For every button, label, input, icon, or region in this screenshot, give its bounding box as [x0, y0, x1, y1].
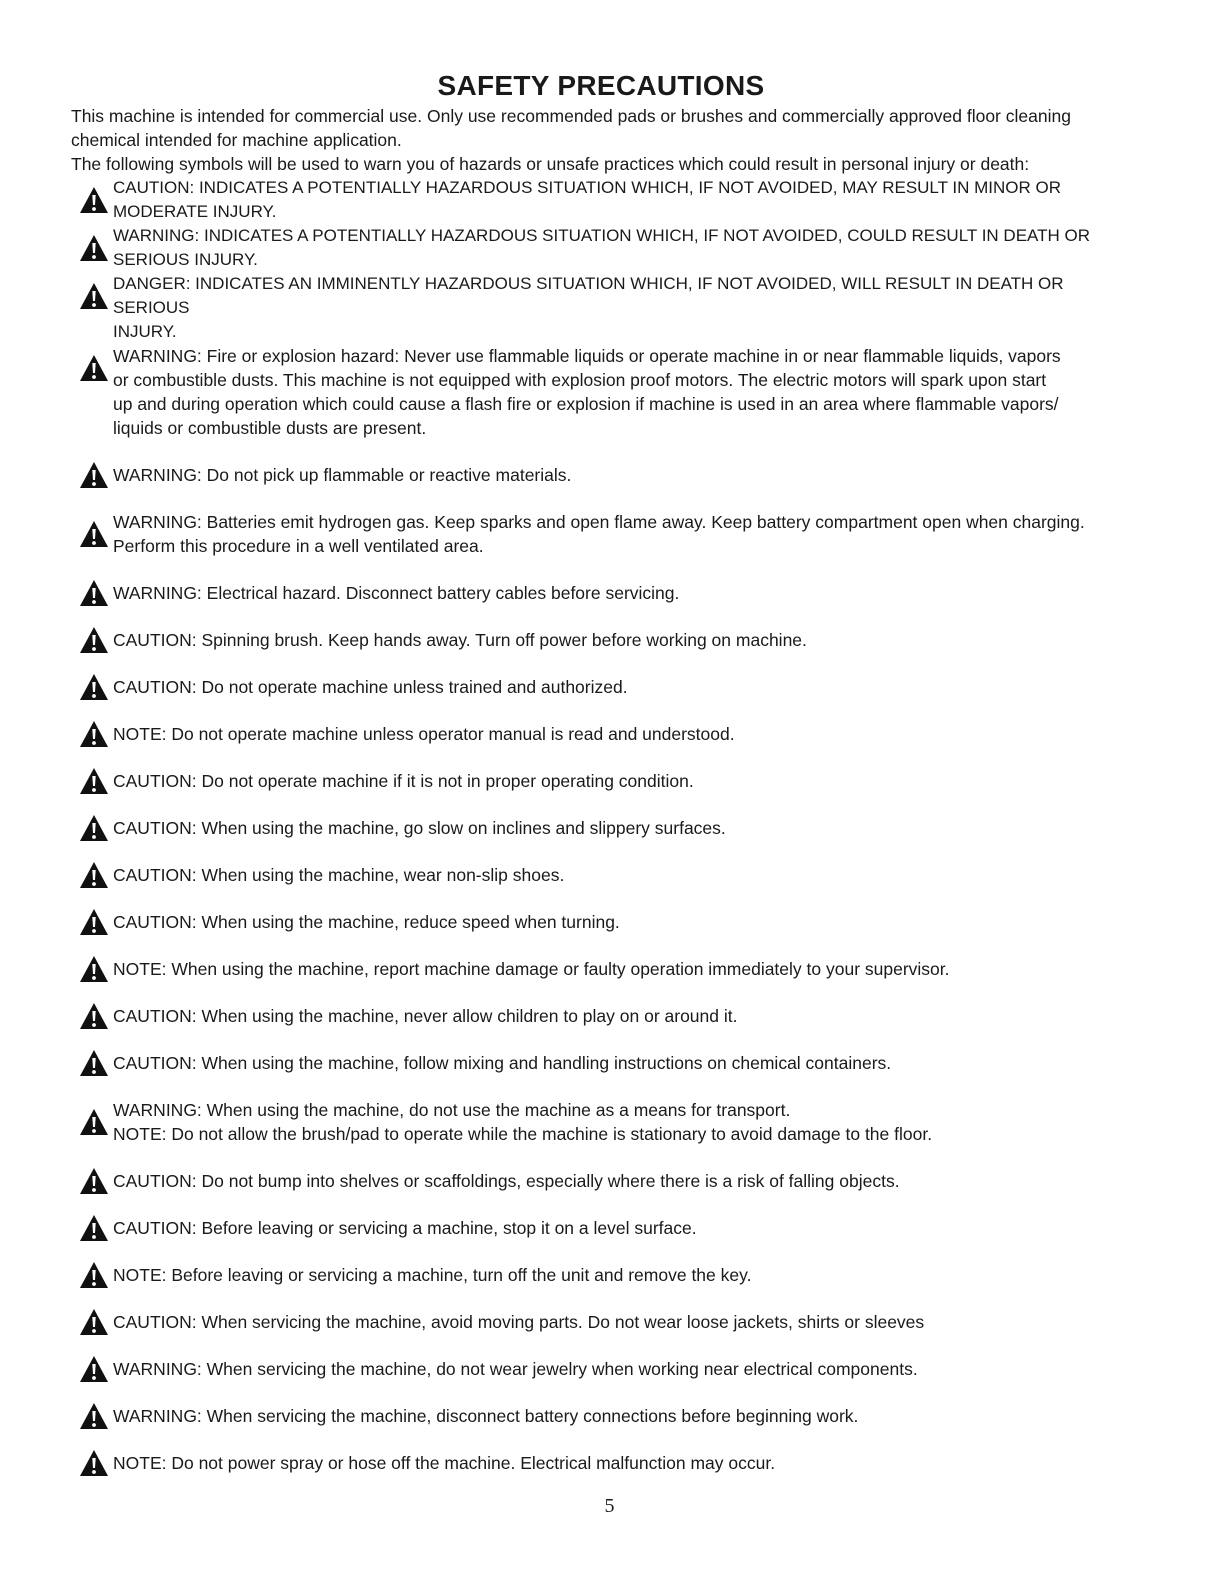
warning-triangle-icon — [79, 769, 113, 793]
warning-line: CAUTION: When using the machine, never allow children to play on or around it. — [113, 1006, 738, 1026]
warning-triangle-icon — [79, 863, 113, 887]
warning-line: WARNING: Fire or explosion hazard: Never use flammable liquids or operate machine in or near flammable liquids, vapors — [113, 346, 1061, 366]
warning-list — [71, 176, 1131, 1475]
warning-item — [79, 1310, 1131, 1334]
warning-line: MODERATE INJURY. — [113, 202, 277, 221]
warning-line: CAUTION: Spinning brush. Keep hands away. Turn off power before working on machine. — [113, 630, 807, 650]
warning-triangle-icon — [79, 1263, 113, 1287]
warning-line: NOTE: Do not operate machine unless operator manual is read and understood. — [113, 724, 735, 744]
warning-line: NOTE: Do not allow the brush/pad to operate while the machine is stationary to avoid damage to the floor. — [113, 1124, 933, 1144]
warning-triangle-icon — [79, 816, 113, 840]
warning-triangle-icon — [79, 1451, 113, 1475]
warning-triangle-icon — [79, 224, 113, 272]
warning-line: CAUTION: INDICATES A POTENTIALLY HAZARDOUS SITUATION WHICH, IF NOT AVOIDED, MAY RESULT IN MINOR OR — [113, 178, 1062, 197]
warning-triangle-icon — [79, 176, 113, 224]
warning-item — [79, 510, 1131, 558]
warning-text — [113, 176, 1131, 224]
warning-line: CAUTION: Before leaving or servicing a machine, stop it on a level surface. — [113, 1218, 697, 1238]
warning-line: WARNING: INDICATES A POTENTIALLY HAZARDOUS SITUATION WHICH, IF NOT AVOIDED, COULD RESULT IN DEATH OR — [113, 226, 1090, 245]
warning-item — [79, 1216, 1131, 1240]
warning-triangle-icon — [79, 1004, 113, 1028]
warning-line: WARNING: Electrical hazard. Disconnect battery cables before servicing. — [113, 583, 680, 603]
warning-line: WARNING: Batteries emit hydrogen gas. Keep sparks and open flame away. Keep battery compartment open when charging. — [113, 512, 1085, 532]
warning-line: up and during operation which could cause a flash fire or explosion if machine is used in an area where flammable vapors/ — [113, 394, 1059, 414]
warning-line: NOTE: When using the machine, report machine damage or faulty operation immediately to your supervisor. — [113, 959, 950, 979]
warning-text — [113, 863, 1131, 887]
warning-triangle-icon — [79, 1357, 113, 1381]
warning-text — [113, 1404, 1131, 1428]
warning-text — [113, 769, 1131, 793]
warning-item — [79, 581, 1131, 605]
warning-triangle-icon — [79, 344, 113, 392]
warning-line: CAUTION: Do not operate machine unless trained and authorized. — [113, 677, 628, 697]
warning-triangle-icon — [79, 1051, 113, 1075]
warning-item — [79, 1098, 1131, 1146]
warning-item — [79, 910, 1131, 934]
warning-item — [79, 1263, 1131, 1287]
warning-line: WARNING: When servicing the machine, disconnect battery connections before beginning work. — [113, 1406, 859, 1426]
warning-triangle-icon — [79, 1169, 113, 1193]
warning-triangle-icon — [79, 957, 113, 981]
intro-paragraph: This machine is intended for commercial use. Only use recommended pads or brushes and commercially approved floor cleaning chemical intended for machine application. — [71, 106, 1071, 150]
warning-text — [113, 272, 1131, 344]
warning-text — [113, 910, 1131, 934]
warning-line: CAUTION: Do not operate machine if it is not in proper operating condition. — [113, 771, 694, 791]
warning-line: WARNING: When servicing the machine, do not wear jewelry when working near electrical components. — [113, 1359, 918, 1379]
warning-item — [79, 628, 1131, 652]
warning-item — [79, 272, 1131, 344]
warning-text — [113, 722, 1131, 746]
warning-text — [113, 1216, 1131, 1240]
warning-triangle-icon — [79, 272, 113, 320]
warning-text — [113, 675, 1131, 699]
warning-triangle-icon — [79, 1098, 113, 1146]
warning-line: INJURY. — [113, 322, 177, 341]
warning-text — [113, 628, 1131, 652]
warning-triangle-icon — [79, 722, 113, 746]
warning-item — [79, 675, 1131, 699]
warning-line: CAUTION: When using the machine, wear non-slip shoes. — [113, 865, 565, 885]
warning-line: WARNING: When using the machine, do not use the machine as a means for transport. — [113, 1100, 791, 1120]
warning-line: CAUTION: When servicing the machine, avoid moving parts. Do not wear loose jackets, shirts or sleeves — [113, 1312, 925, 1332]
warning-triangle-icon — [79, 910, 113, 934]
warning-item — [79, 1451, 1131, 1475]
warning-item — [79, 1004, 1131, 1028]
warning-item — [79, 176, 1131, 224]
warning-line: or combustible dusts. This machine is not equipped with explosion proof motors. The electric motors will spark upon start — [113, 370, 1047, 390]
warning-item — [79, 863, 1131, 887]
warning-item — [79, 1169, 1131, 1193]
warning-text — [113, 1263, 1131, 1287]
warning-triangle-icon — [79, 628, 113, 652]
warning-line: NOTE: Do not power spray or hose off the machine. Electrical malfunction may occur. — [113, 1453, 776, 1473]
warning-item — [79, 344, 1131, 440]
warning-text — [113, 1051, 1131, 1075]
warning-item — [79, 816, 1131, 840]
warning-text — [113, 463, 1131, 487]
warning-text — [113, 510, 1131, 558]
warning-text — [113, 1169, 1131, 1193]
warning-text — [113, 957, 1131, 981]
warning-item — [79, 769, 1131, 793]
warning-item — [79, 1357, 1131, 1381]
warning-text — [113, 581, 1131, 605]
warning-line: WARNING: Do not pick up flammable or reactive materials. — [113, 465, 572, 485]
warning-text — [113, 1098, 1131, 1146]
warning-item — [79, 463, 1131, 487]
warning-line: DANGER: INDICATES AN IMMINENTLY HAZARDOUS SITUATION WHICH, IF NOT AVOIDED, WILL RESULT IN DEATH OR SERIOUS — [113, 274, 1064, 317]
warning-line: liquids or combustible dusts are present. — [113, 418, 427, 438]
warning-triangle-icon — [79, 675, 113, 699]
warning-item — [79, 224, 1131, 272]
warning-line: CAUTION: When using the machine, go slow on inclines and slippery surfaces. — [113, 818, 726, 838]
warning-line: CAUTION: Do not bump into shelves or scaffoldings, especially where there is a risk of falling objects. — [113, 1171, 900, 1191]
warning-line: SERIOUS INJURY. — [113, 250, 258, 269]
warning-item — [79, 957, 1131, 981]
page-number: 5 — [604, 1495, 615, 1517]
warning-triangle-icon — [79, 581, 113, 605]
warning-text — [113, 816, 1131, 840]
warning-line: CAUTION: When using the machine, follow mixing and handling instructions on chemical containers. — [113, 1053, 892, 1073]
warning-triangle-icon — [79, 1404, 113, 1428]
warning-triangle-icon — [79, 1310, 113, 1334]
warning-triangle-icon — [79, 463, 113, 487]
warning-item — [79, 1051, 1131, 1075]
warning-triangle-icon — [79, 1216, 113, 1240]
warning-triangle-icon — [79, 510, 113, 558]
warning-line: NOTE: Before leaving or servicing a machine, turn off the unit and remove the key. — [113, 1265, 752, 1285]
warning-item — [79, 1404, 1131, 1428]
warning-text — [113, 224, 1131, 272]
warning-text — [113, 1451, 1131, 1475]
warning-line: CAUTION: When using the machine, reduce speed when turning. — [113, 912, 620, 932]
warning-text — [113, 1357, 1131, 1381]
intro-symbols-note: The following symbols will be used to warn you of hazards or unsafe practices which could result in personal injury or death: — [71, 154, 1030, 174]
page-title: SAFETY PRECAUTIONS — [437, 70, 765, 101]
warning-text — [113, 1310, 1131, 1334]
warning-text — [113, 344, 1131, 440]
warning-item — [79, 722, 1131, 746]
warning-line: Perform this procedure in a well ventilated area. — [113, 536, 484, 556]
warning-text — [113, 1004, 1131, 1028]
